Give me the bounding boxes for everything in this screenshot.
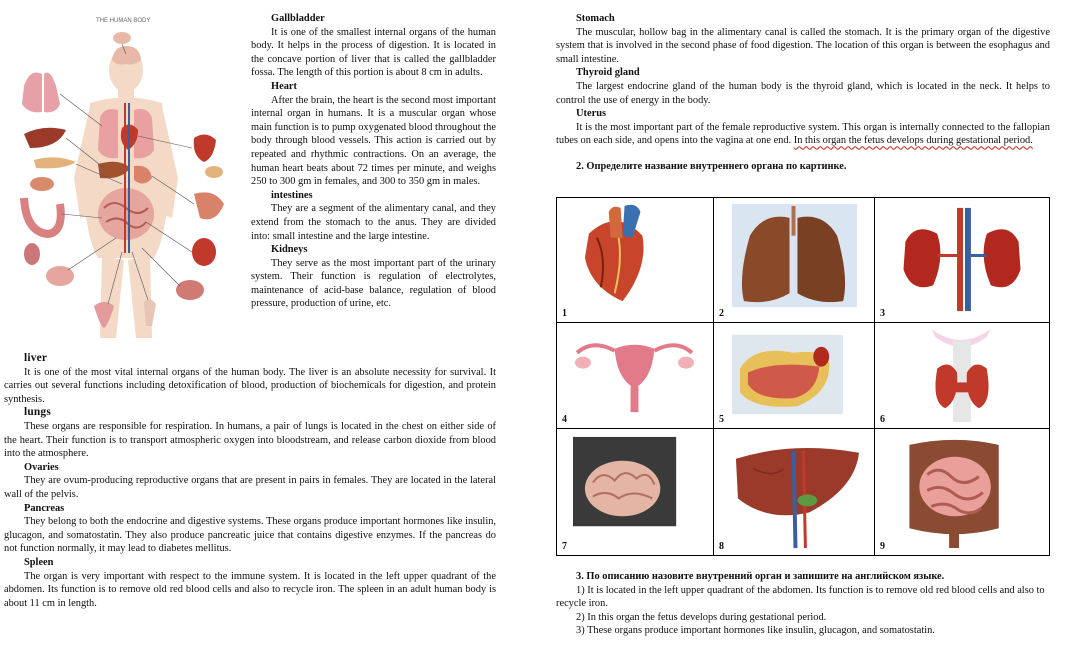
heading-liver: liver	[24, 352, 48, 364]
grid-num-1: 1	[562, 308, 567, 319]
task3-block	[556, 570, 1050, 638]
grid-cell-7	[557, 429, 714, 555]
heading-spleen: Spleen	[24, 556, 54, 568]
grid-cell-3	[875, 198, 1049, 323]
heading-intestines: intestines	[271, 189, 313, 201]
human-body-illustration	[4, 8, 248, 344]
heading-lungs: lungs	[24, 406, 51, 419]
heading-pancreas: Pancreas	[24, 502, 65, 514]
grid-cell-6	[875, 323, 1049, 429]
kidneys-icon	[875, 198, 1049, 322]
heading-uterus: Uterus	[576, 108, 607, 120]
grid-num-6: 6	[880, 414, 885, 425]
text-spleen: The organ is very important with respect to the immune system. It is located in the left upper quadrant of the abdomen. Its function is to remove old red blood cells and also to recycle iron. The spleen in an adult human body is about 11 cm in length.	[4, 570, 496, 609]
grid-num-9: 9	[880, 541, 885, 552]
heading-thyroid: Thyroid gland	[576, 67, 640, 79]
intestines-icon	[875, 429, 1049, 555]
heading-kidneys: Kidneys	[271, 244, 308, 256]
heading-stomach: Stomach	[576, 13, 615, 24]
grid-num-5: 5	[719, 414, 724, 425]
grid-cell-1	[557, 198, 714, 323]
text-lungs: These organs are responsible for respiration. In humans, a pair of lungs is located in the chest on either side of the heart. Their function is to transport atmospheric oxygen into bloodstream, and release carbon dioxide from blood into the atmosphere.	[4, 420, 496, 460]
text-liver: It is one of the most vital internal organs of the human body. The liver is an absolute necessity for survival. It carries out several functions including detoxification of blood, production of biochemicals for digestion, and protein synthesis.	[4, 366, 496, 405]
organ-image-grid	[556, 197, 1050, 556]
task3-item-2: 2) In this organ the fetus develops during gestational period.	[576, 611, 827, 623]
grid-num-8: 8	[719, 541, 724, 552]
text-kidneys: They serve as the most important part of the urinary system. Their function is regulation of electrolytes, maintenance of acid-base balance, regulation of blood pressure, production of urine, etc.	[251, 257, 496, 310]
human-body-figure	[4, 8, 248, 344]
heart-icon	[557, 198, 713, 322]
bottom-text-column	[4, 352, 496, 610]
task3-item-1: 1) It is located in the left upper quadrant of the abdomen. Its function is to remove old red blood cells and also to recycle iron.	[556, 584, 1045, 610]
figure-title: THE HUMAN BODY	[96, 18, 151, 24]
grid-cell-5	[714, 323, 875, 429]
task3-title: 3. По описанию назовите внутренний орган и запишите на английском языке.	[576, 571, 945, 582]
text-pancreas: They belong to both the endocrine and digestive systems. These organs produce important hormones like insulin, glucagon, and somatostatin. They also produce pancreatic juice that contains digestive enzymes. If the pancreas do not function normally, it may lead to diabetes mellitus.	[4, 516, 496, 555]
text-thyroid: The largest endocrine gland of the human body is the thyroid gland, which is located in the neck. It helps to control the use of energy in the body.	[556, 80, 1050, 106]
grid-num-3: 3	[880, 308, 885, 319]
heading-heart: Heart	[271, 80, 297, 92]
text-uterus	[556, 121, 1050, 148]
task3-item-3: 3) These organs produce important hormones like insulin, glucagon, and somatostatin.	[576, 625, 935, 637]
task2-title: 2. Определите название внутреннего органа по картинке.	[576, 160, 847, 172]
grid-cell-8	[714, 429, 875, 555]
text-intestines: They are a segment of the alimentary canal, and they extend from the stomach to the anus. They are divided into: small intestine and the large intestine.	[251, 203, 496, 242]
brain-icon	[557, 429, 713, 555]
grid-cell-4	[557, 323, 714, 429]
text-gallbladder: It is one of the smallest internal organs of the human body. It helps in the process of digestion. It is located in the concave portion of liver that is called the gallbladder fossa. The length of this portion is about 8 cm in adults.	[251, 26, 496, 79]
lungs-icon	[714, 198, 874, 322]
text-heart: After the brain, the heart is the second most important internal organ in humans. It is a muscular organ whose main function is to pump oxygenated blood throughout the body through blood vessels. This action is carried out by repeated and rhythmic contractions. On an average, the human heart beats about 72 times per minute, and weighs 250 to 300 gm in females, and 300 to 350 gm in males.	[251, 94, 496, 188]
grid-cell-9	[875, 429, 1049, 555]
heading-ovaries: Ovaries	[24, 461, 59, 473]
grid-num-4: 4	[562, 414, 567, 425]
heading-gallbladder: Gallbladder	[271, 13, 325, 24]
text-stomach: The muscular, hollow bag in the alimentary canal is called the stomach. It is the primary organ of the digestive system that is involved in the second phase of food digestion. The location of this organ is between the esophagus and small intestine.	[556, 26, 1050, 65]
text-uterus-main: It is the most important part of the female reproductive system. This organ is internally connected to the fallopian tubes on each side, and opens into the vagina at one end.	[556, 121, 1050, 147]
stomach-icon	[714, 323, 874, 428]
liver-icon	[714, 429, 874, 555]
top-text-column	[251, 12, 496, 311]
thyroid-icon	[875, 323, 1049, 428]
grid-num-2: 2	[719, 308, 724, 319]
text-ovaries: They are ovum-producing reproductive organs that are present in pairs in females. They are located in the lateral wall of the pelvis.	[4, 475, 496, 500]
grid-num-7: 7	[562, 541, 567, 552]
text-uterus-underlined: In this organ the fetus develops during gestational period.	[793, 135, 1033, 147]
right-text-column	[556, 12, 1050, 174]
uterus-icon	[557, 323, 713, 428]
grid-cell-2	[714, 198, 875, 323]
